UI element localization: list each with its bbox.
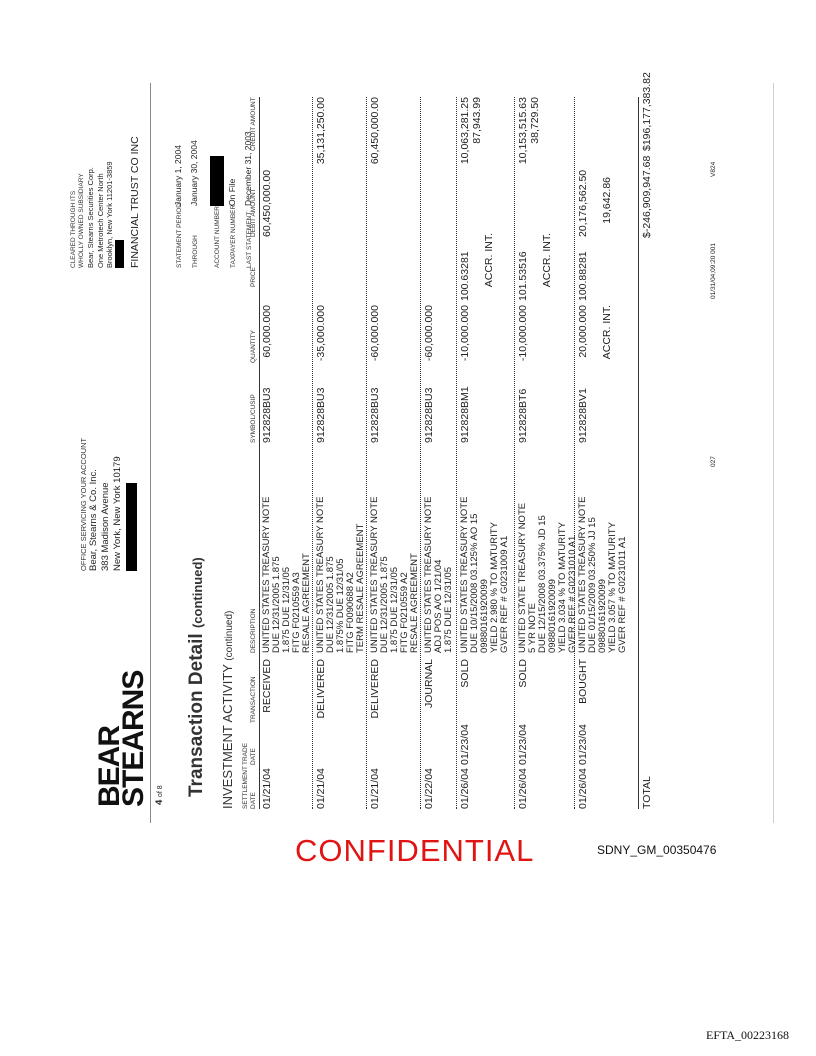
credit-amount: 60,450,000.00 bbox=[369, 97, 381, 165]
description-line: UNITED STATES TREASURY NOTE bbox=[315, 496, 326, 653]
office-line-1: OFFICE SERVICING YOUR ACCOUNT bbox=[79, 437, 88, 571]
quantity-accrued-label: ACCR. INT. bbox=[601, 305, 613, 360]
office-line-3: 383 Madison Avenue bbox=[100, 482, 111, 571]
symbol-cusip: 912828BV1 bbox=[577, 388, 589, 443]
through-label: THROUGH bbox=[192, 235, 199, 268]
description-line: 09880161920099 bbox=[547, 579, 558, 653]
efta-number: EFTA_00223168 bbox=[706, 1028, 790, 1042]
price: 100.88281 bbox=[577, 251, 589, 301]
credit-accrued: 38,729.50 bbox=[529, 97, 541, 144]
trade-date: 01/23/04 bbox=[517, 724, 529, 765]
taxpayer-value: On File bbox=[227, 178, 237, 206]
description-line: 1.875 DUE 12/31/05 bbox=[281, 566, 292, 653]
description-line: DUE 10/15/2008 03.125% AO 15 bbox=[469, 513, 480, 653]
clearing-line-1: CLEARED THROUGH ITS bbox=[70, 190, 77, 268]
price-accrued-label: ACCR. INT. bbox=[483, 233, 495, 288]
description-line: DUE 12/31/2005 1.875 bbox=[271, 556, 282, 653]
description-line: FITG F0090688 A2 bbox=[345, 572, 356, 653]
last-statement-label: LAST STATEMENT bbox=[246, 211, 253, 268]
quantity: -60,000.000 bbox=[369, 305, 381, 362]
description bbox=[460, 497, 510, 653]
description-line: UNITED STATES TREASURY NOTE bbox=[577, 496, 588, 653]
taxpayer-label: TAXPAYER NUMBER bbox=[230, 204, 237, 268]
through-value: January 30, 2004 bbox=[189, 140, 199, 206]
description-line: UNITED STATES TREASURY NOTE bbox=[369, 496, 380, 653]
description-line: FITG F0210559 A3 bbox=[291, 572, 302, 653]
clearing-line-4: One Metrotech Center North bbox=[95, 173, 105, 268]
bates-number: SDNY_GM_00350476 bbox=[597, 843, 717, 857]
statement-sheet bbox=[10, 72, 774, 823]
transaction-type: JOURNAL bbox=[423, 659, 435, 709]
header-credit: CREDIT AMOUNT bbox=[250, 97, 257, 151]
footer-code-3: V824 bbox=[710, 161, 717, 177]
redaction-bar bbox=[126, 483, 137, 571]
quantity: 20,000.000 bbox=[577, 305, 589, 358]
debit-accrued: 19,642.86 bbox=[601, 177, 613, 224]
clearing-line-3: Bear, Stearns Securities Corp. bbox=[86, 167, 95, 268]
bear-stearns-logo bbox=[93, 670, 150, 807]
debit-amount: 60,450,000.00 bbox=[261, 169, 273, 237]
page-title-suffix: (continued) bbox=[190, 557, 205, 629]
description-line: 5 YR NOTE bbox=[527, 603, 538, 653]
page-title bbox=[186, 557, 208, 797]
trade-date: 01/23/04 bbox=[577, 724, 589, 765]
settlement-date: 01/21/04 bbox=[261, 768, 273, 809]
quantity: -60,000.000 bbox=[423, 305, 435, 362]
quantity: -10,000.000 bbox=[459, 305, 471, 362]
description-line: GVER REF # G0231010 A1 bbox=[567, 535, 578, 653]
transaction-type: DELIVERED bbox=[315, 659, 327, 719]
description-line: UNITED STATES TREASURY NOTE bbox=[261, 496, 272, 653]
row-divider bbox=[366, 97, 367, 809]
price: 101.53516 bbox=[517, 251, 529, 301]
office-block bbox=[80, 438, 141, 571]
settlement-date: 01/22/04 bbox=[423, 768, 435, 809]
header-description: DESCRIPTION bbox=[250, 608, 257, 653]
header-debit: DEBIT AMOUNT bbox=[250, 188, 257, 237]
description-line: DUE 12/15/2008 03.375% JD 15 bbox=[537, 515, 548, 653]
description-line: UNITED STATES TREASURY NOTE bbox=[423, 496, 434, 653]
description-line: 1.875 DUE 12/31/05 bbox=[389, 566, 400, 653]
page-title-text: Transaction Detail bbox=[186, 633, 207, 797]
description bbox=[424, 497, 454, 653]
header-price: PRICE bbox=[250, 267, 257, 287]
credit-amount: 10,153,515.63 bbox=[517, 97, 529, 165]
description-line: FITG F0210559 A2 bbox=[399, 572, 410, 653]
page-number-value: 4 bbox=[154, 799, 165, 805]
symbol-cusip: 912828BU3 bbox=[423, 387, 435, 443]
credit-amount: 35,131,250.00 bbox=[315, 97, 327, 165]
symbol-cusip: 912828BU3 bbox=[261, 387, 273, 443]
description-line: UNITED STATE TREASURY NOTE bbox=[517, 502, 528, 653]
description-line: YIELD 3.034 % TO MATURITY bbox=[557, 522, 568, 653]
logo-line-2: STEARNS bbox=[117, 670, 150, 807]
logo-line-1: BEAR bbox=[93, 725, 126, 807]
header-trade-date: TRADE DATE bbox=[242, 742, 257, 765]
clearing-line-5: Brooklyn, New York 11201-3859 bbox=[105, 161, 114, 268]
description-line: 1.875 DUE 12/31/05 bbox=[443, 566, 454, 653]
page-of: of 8 bbox=[157, 785, 164, 798]
total-debit: $-246,909,947.68 bbox=[641, 155, 653, 238]
description-line: YIELD 3.057 % TO MATURITY bbox=[607, 522, 618, 653]
credit-accrued: 87,943.99 bbox=[471, 97, 483, 144]
total-rule bbox=[638, 97, 639, 809]
header-transaction: TRANSACTION bbox=[250, 676, 257, 723]
settlement-date: 01/21/04 bbox=[315, 768, 327, 809]
statement-info bbox=[170, 131, 256, 268]
debit-amount: 20,176,562.50 bbox=[577, 169, 589, 237]
quantity: -10,000.000 bbox=[517, 305, 529, 362]
symbol-cusip: 912828BU3 bbox=[369, 387, 381, 443]
quantity: -35,000.000 bbox=[315, 305, 327, 362]
period-label: STATEMENT PERIOD bbox=[176, 202, 183, 268]
description-line: ADJ POS A/O 1/21/04 bbox=[433, 559, 444, 653]
header-quantity: QUANTITY bbox=[250, 330, 257, 363]
price-accrued-label: ACCR. INT. bbox=[541, 233, 553, 288]
section-title-suffix: (continued) bbox=[224, 610, 235, 661]
description-line: GVER REF # G0231009 A1 bbox=[499, 535, 510, 653]
footer-code-2: 01/31/04;09:20 001 bbox=[710, 242, 717, 299]
description bbox=[518, 503, 578, 653]
row-divider bbox=[312, 97, 313, 809]
description-line: TERM RESALE AGREEMENT bbox=[355, 523, 366, 653]
section-title-text: INVESTMENT ACTIVITY bbox=[220, 664, 235, 809]
row-divider bbox=[514, 97, 515, 809]
description-line: 09880161920099 bbox=[479, 579, 490, 653]
account-label: ACCOUNT NUMBER bbox=[214, 206, 221, 268]
description bbox=[316, 497, 366, 653]
description bbox=[578, 497, 628, 653]
settlement-date: 01/26/04 bbox=[517, 768, 529, 809]
header-underline bbox=[259, 97, 260, 809]
symbol-cusip: 912828BU3 bbox=[315, 387, 327, 443]
confidential-stamp: CONFIDENTIAL bbox=[295, 833, 535, 868]
credit-amount: 10,063,281.25 bbox=[459, 97, 471, 165]
description bbox=[370, 497, 420, 653]
office-line-2: Bear, Stearns & Co. Inc. bbox=[88, 469, 99, 571]
redaction-bar bbox=[210, 156, 224, 206]
row-divider bbox=[574, 97, 575, 809]
description-line: YIELD 2.980 % TO MATURITY bbox=[489, 522, 500, 653]
transaction-type: SOLD bbox=[459, 659, 471, 688]
section-title bbox=[220, 611, 235, 809]
description-line: RESALE AGREEMENT bbox=[301, 553, 312, 653]
office-line-4: New York, New York 10179 bbox=[112, 456, 123, 571]
settlement-date: 01/26/04 bbox=[459, 768, 471, 809]
row-divider bbox=[420, 97, 421, 809]
page-number bbox=[154, 785, 167, 805]
period-value: January 1, 2004 bbox=[173, 145, 183, 206]
symbol-cusip: 912828BT6 bbox=[517, 388, 529, 443]
clearing-block bbox=[70, 136, 142, 268]
redaction-bar bbox=[115, 240, 124, 268]
settlement-date: 01/26/04 bbox=[577, 768, 589, 809]
price: 100.63281 bbox=[459, 251, 471, 301]
description-line: 1.875% DUE 12/31/05 bbox=[335, 558, 346, 653]
trade-date: 01/23/04 bbox=[459, 724, 471, 765]
transaction-type: DELIVERED bbox=[369, 659, 381, 719]
symbol-cusip: 912828BM1 bbox=[459, 386, 471, 443]
header-rule bbox=[150, 83, 151, 823]
total-credit: $196,177,383.82 bbox=[641, 72, 653, 151]
transaction-type: RECEIVED bbox=[261, 659, 273, 713]
description bbox=[262, 497, 312, 653]
description-line: RESALE AGREEMENT bbox=[409, 553, 420, 653]
client-name: FINANCIAL TRUST CO INC bbox=[129, 136, 141, 268]
settlement-date: 01/21/04 bbox=[369, 768, 381, 809]
total-label: TOTAL bbox=[641, 776, 653, 809]
description-line: GVER REF # G0231011 A1 bbox=[617, 536, 628, 653]
transaction-type: BOUGHT bbox=[577, 659, 589, 704]
description-line: DUE 12/31/2005 1.875 bbox=[379, 556, 390, 653]
description-line: DUE 01/15/2009 03.250% JJ 15 bbox=[587, 517, 598, 653]
header-settlement-date: SETTLEMENT DATE bbox=[242, 766, 257, 809]
row-divider bbox=[456, 97, 457, 809]
description-line: 09880161920099 bbox=[597, 579, 608, 653]
footer-code-1: 027 bbox=[710, 456, 717, 467]
last-statement-value: December 31, 2003 bbox=[243, 131, 253, 206]
transaction-type: SOLD bbox=[517, 659, 529, 688]
description-line: DUE 12/31/2005 1.875 bbox=[325, 556, 336, 653]
description-line: UNITED STATES TREASURY NOTE bbox=[459, 496, 470, 653]
clearing-line-2: WHOLLY OWNED SUBSIDIARY bbox=[78, 173, 85, 268]
header-symbol: SYMBOL/CUSIP bbox=[250, 394, 257, 443]
quantity: 60,000.000 bbox=[261, 305, 273, 358]
rotated-statement-page bbox=[10, 72, 773, 823]
